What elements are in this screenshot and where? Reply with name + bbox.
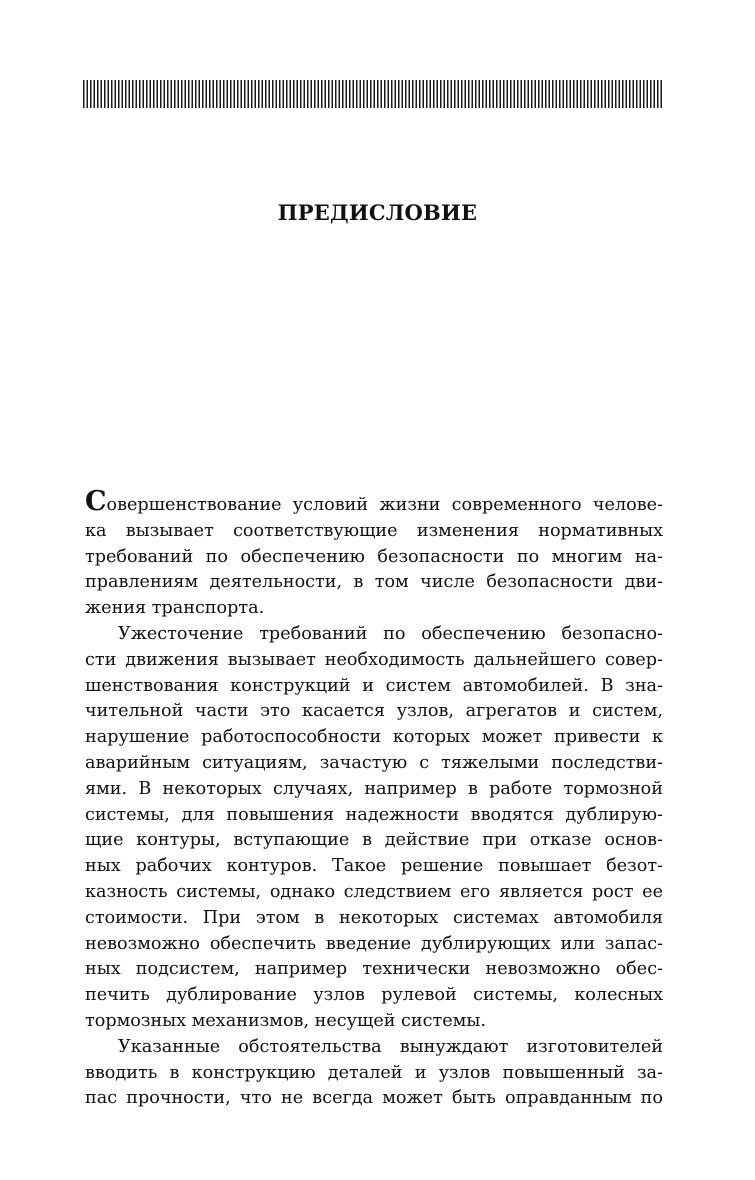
text-line: Указанные обстоятельства вынуждают изготовителей xyxy=(118,1036,663,1057)
text-line: Ужесточение требований по обеспечению безопасно- xyxy=(118,623,663,644)
text-line: казность системы, однако следствием его является рост ее xyxy=(85,881,663,902)
text-line: чительной части это касается узлов, агрегатов и систем, xyxy=(85,701,663,722)
text-line: невозможно обеспечить введение дублирующих или запас- xyxy=(85,933,663,954)
text-line: требований по обеспечению безопасности по многим на- xyxy=(85,546,663,567)
text-line: стоимости. При этом в некоторых системах автомобиля xyxy=(85,907,663,928)
text-line: пас прочности, что не всегда может быть оправданным по xyxy=(85,1088,663,1109)
text-line: Совершенствование условий жизни современного челове- xyxy=(85,488,663,517)
text-line: нарушение работоспособности которых может привести к xyxy=(85,727,663,748)
text-line: вводить в конструкцию деталей и узлов повышенный за- xyxy=(85,1062,663,1083)
body-text xyxy=(85,488,663,1112)
text-line: печить дублирование узлов рулевой системы, колесных xyxy=(85,985,663,1006)
drop-cap: С xyxy=(85,488,107,517)
text-line: ями. В некоторых случаях, например в работе тормозной xyxy=(85,778,663,799)
text-line: правлениям деятельности, в том числе безопасности дви- xyxy=(85,572,663,593)
text-line: аварийным ситуациям, зачастую с тяжелыми последстви- xyxy=(85,752,663,773)
header-decorative-rule xyxy=(83,80,663,108)
text-line: ка вызывает соответствующие изменения нормативных xyxy=(85,520,663,541)
text-line: жения транспорта. xyxy=(85,598,265,619)
text-line: ных подсистем, например технически невозможно обес- xyxy=(85,959,663,980)
text-line: ных рабочих контуров. Такое решение повышает безот- xyxy=(85,856,663,877)
text-line: сти движения вызывает необходимость дальнейшего совер- xyxy=(85,649,663,670)
text-line: щие контуры, вступающие в действие при отказе основ- xyxy=(85,830,663,851)
text-line: шенствования конструкций и систем автомобилей. В зна- xyxy=(85,675,663,696)
text-line: тормозных механизмов, несущей системы. xyxy=(85,1010,486,1031)
page-title: ПРЕДИСЛОВИЕ xyxy=(277,200,478,225)
text-line: системы, для повышения надежности вводятся дублирую- xyxy=(85,804,663,825)
